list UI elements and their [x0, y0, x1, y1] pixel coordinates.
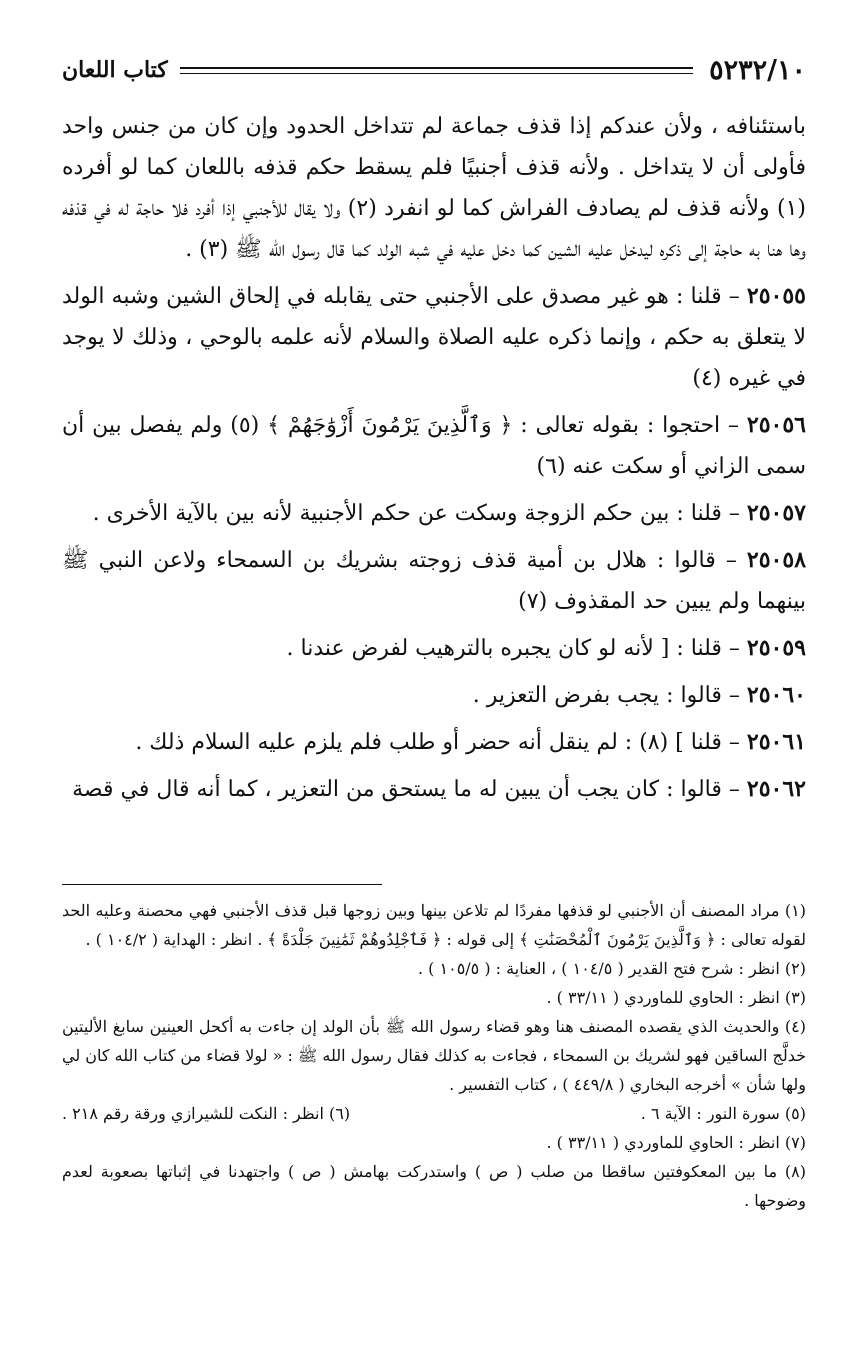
paragraph-number: ٢٥٠٦١	[746, 729, 806, 755]
footnote-2: (٢) انظر : شرح فتح القدير ( ١٠٤/٥ ) ، العناية : ( ١٠٥/٥ ) .	[418, 959, 806, 978]
footnote-row-5-6	[62, 1099, 806, 1128]
footnote-4: (٤) والحديث الذي يقصده المصنف هنا وهو قضاء رسول الله ﷺ بأن الولد إن جاءت به أكحل العينين سابغ الأليتين خدلَّج الساقين فهو لشريك بن السمحاء ، فجاءت به كذلك فقال رسول الله ﷺ : « لولا قضاء من كتاب الله كان لي ولها شأن » أخرجه البخاري ( ٤٤٩/٨ ) ، كتاب التفسير .	[62, 1017, 806, 1094]
paragraph-25055	[62, 276, 806, 399]
paragraph-25057	[62, 493, 806, 534]
paragraph-25058	[62, 540, 806, 622]
paragraph-continuation: باستئنافه ، ولأن عندكم إذا قذف جماعة لم تتداخل الحدود وإن كان من جنس واحد فأولى أن لا يتداخل . ولأنه قذف أجنبيًا فلم يسقط حكم قذفه باللعان كما لو أفرده (١) ولأنه قذف لم يصادف الفراش كما لو انفرد (٢) ولا يقال للأجنبي إذا أفرد فلا حاجة له في قذفه وها هنا به حاجة إلى ذكره ليدخل عليه الشين كما دخل عليه في شبه الولد كما قال رسول الله ﷺ (٣) .	[62, 114, 806, 262]
header-rule	[180, 67, 693, 74]
footnote-1: (١) مراد المصنف أن الأجنبي لو قذفها مفردًا لم تلاعن بينها وبين زوجها قبل قذف الأجنبي فهي محصنة وعليه الحد لقوله تعالى : ﴿ وَٱلَّذِينَ يَرْمُونَ ٱلْمُحْصَنَٰتِ ﴾ إلى قوله : ﴿ فَٱجْلِدُوهُمْ ثَمَٰنِينَ جَلْدَةً ﴾ . انظر : الهداية ( ١٠٤/٢ ) .	[62, 901, 807, 949]
footnotes	[62, 896, 806, 1215]
paragraph-number: ٢٥٠٥٩	[746, 635, 806, 661]
main-text	[62, 106, 806, 810]
footnote-3: (٣) انظر : الحاوي للماوردي ( ٣٣/١١ ) .	[546, 988, 806, 1007]
paragraph-25062	[62, 769, 806, 810]
paragraph-25061	[62, 722, 806, 763]
footnote-separator	[62, 884, 382, 885]
footnote-6: (٦) انظر : النكت للشيرازي ورقة رقم ٢١٨ .	[62, 1104, 351, 1123]
footnote-7: (٧) انظر : الحاوي للماوردي ( ٣٣/١١ ) .	[546, 1133, 806, 1152]
paragraph-text: – قالوا : هلال بن أمية قذف زوجته بشريك بن السمحاء ولاعن النبي ﷺ بينهما ولم يبين حد المقذوف (٧)	[62, 548, 806, 614]
paragraph-text: – قلنا : هو غير مصدق على الأجنبي حتى يقابله في إلحاق الشين وشبه الولد لا يتعلق به حكم ، وإنما ذكره عليه الصلاة والسلام لأنه علمه بالوحي ، وذلك لا يوجد في غيره (٤)	[62, 284, 806, 391]
page-number: ٥٢٣٢/١٠	[709, 54, 806, 86]
paragraph-25056	[62, 405, 806, 487]
paragraph-text: – قلنا : بين حكم الزوجة وسكت عن حكم الأجنبية لأنه بين بالآية الأخرى .	[92, 501, 740, 526]
paragraph-number: ٢٥٠٥٥	[746, 283, 806, 309]
running-header	[62, 50, 806, 90]
paragraph-text: – قالوا : كان يجب أن يبين له ما يستحق من التعزير ، كما أنه قال في قصة	[72, 777, 740, 802]
paragraph-number: ٢٥٠٥٨	[746, 547, 807, 573]
paragraph-text: – قالوا : يجب بفرض التعزير .	[472, 683, 740, 708]
paragraph-number: ٢٥٠٦٠	[746, 682, 806, 708]
book-title: كتاب اللعان	[62, 57, 168, 83]
page	[62, 50, 807, 1210]
paragraph-25059	[62, 628, 806, 669]
paragraph-number: ٢٥٠٦٢	[746, 776, 806, 802]
footnote-8: (٨) ما بين المعكوفتين ساقطا من صلب ( ص ) واستدركت بهامش ( ص ) واجتهدنا في إثباتها بصعوبة لعدم وضوحها .	[62, 1162, 806, 1210]
paragraph-text: – قلنا ] (٨) : لم ينقل أنه حضر أو طلب فلم يلزم عليه السلام ذلك .	[135, 730, 740, 755]
paragraph-text: – قلنا : [ لأنه لو كان يجبره بالترهيب لفرض عندنا .	[286, 636, 740, 661]
footnote-5: (٥) سورة النور : الآية ٦ .	[640, 1104, 806, 1123]
paragraph-number: ٢٥٠٥٦	[746, 412, 806, 438]
paragraph-number: ٢٥٠٥٧	[746, 500, 806, 526]
paragraph-25060	[62, 675, 806, 716]
paragraph-text: – احتجوا : بقوله تعالى : ﴿ وَٱلَّذِينَ يَرْمُونَ أَزْوَٰجَهُمْ ﴾ (٥) ولم يفصل بين أن سمى الزاني أو سكت عنه (٦)	[62, 413, 806, 479]
